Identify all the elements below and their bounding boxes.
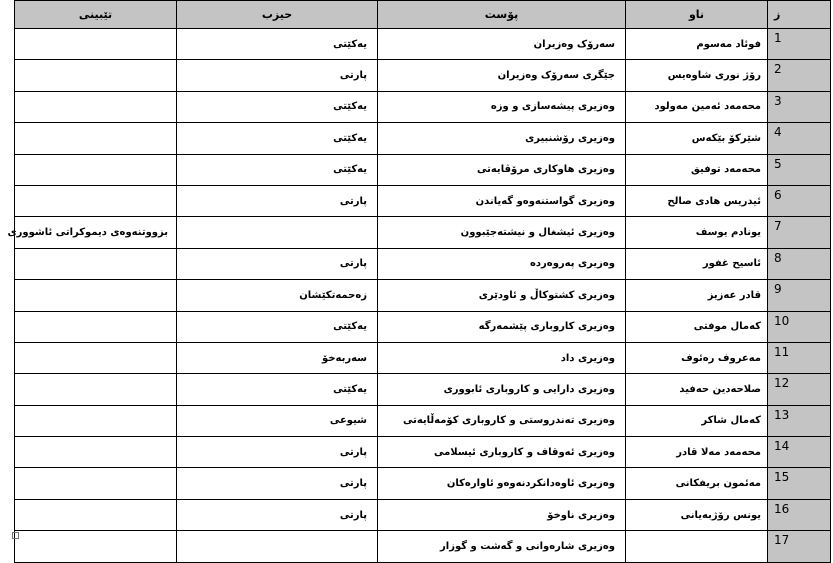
row-post: وەزیری ناوخۆ [378, 499, 626, 530]
row-number: 14 [768, 437, 831, 468]
row-party: سەربەخۆ [177, 342, 378, 373]
table-row [15, 499, 831, 530]
table-row [15, 280, 831, 311]
row-name: قادر عەزیز [626, 280, 768, 311]
row-party: یەکێتی [177, 123, 378, 154]
table-row [15, 91, 831, 122]
table-row [15, 405, 831, 436]
row-post: وەزیری گواستنەوەو گەیاندن [378, 185, 626, 216]
row-post: وەزیری ئەوقاف و کاروباری ئیسلامی [378, 437, 626, 468]
ministers-table [7, 0, 831, 563]
row-party: پارتی [177, 185, 378, 216]
row-post: وەزیری کشتوکاڵ و ئاودێری [378, 280, 626, 311]
row-number: 17 [768, 531, 831, 562]
row-name: محەمەد مەلا قادر [626, 437, 768, 468]
row-note [15, 311, 177, 342]
row-note [15, 499, 177, 530]
row-note [15, 123, 177, 154]
row-note [15, 280, 177, 311]
row-note [15, 531, 177, 562]
row-name: رۆژ نوری شاوەیس [626, 60, 768, 91]
row-name: محەمەد توفیق [626, 154, 768, 185]
row-post: سەرۆک وەزیران [378, 29, 626, 60]
row-post: وەزیری شارەوانی و گەشت و گوزار [378, 531, 626, 562]
table-row [15, 311, 831, 342]
row-note [15, 248, 177, 279]
table-body [7, 29, 831, 563]
header-row [15, 1, 831, 29]
row-number: 4 [768, 123, 831, 154]
row-number: 2 [768, 60, 831, 91]
row-post: وەزیری ئاوەدانکردنەوەو ئاوارەکان [378, 468, 626, 499]
row-number: 3 [768, 91, 831, 122]
row-name: یونادم یوسف [626, 217, 768, 248]
row-note [15, 468, 177, 499]
table-row [15, 437, 831, 468]
table-row [15, 531, 831, 562]
row-post: وەزیری کاروباری پێشمەرگە [378, 311, 626, 342]
row-name: ئیدریس هادی صالح [626, 185, 768, 216]
row-name: یونس رۆژبەیانی [626, 499, 768, 530]
row-note [15, 374, 177, 405]
header-post: پۆست [378, 1, 626, 29]
row-post: جێگری سەرۆک وەزیران [378, 60, 626, 91]
row-post: وەزیری تەندروستی و کاروباری کۆمەڵایەتی [378, 405, 626, 436]
row-party [177, 531, 378, 562]
row-number: 12 [768, 374, 831, 405]
row-name: کەمال شاکر [626, 405, 768, 436]
row-number: 13 [768, 405, 831, 436]
table-row [15, 374, 831, 405]
row-number: 9 [768, 280, 831, 311]
row-note [15, 60, 177, 91]
row-party: پارتی [177, 437, 378, 468]
row-post: وەزیری دارایی و کاروباری ئابووری [378, 374, 626, 405]
row-number: 6 [768, 185, 831, 216]
row-note [15, 405, 177, 436]
table-row [15, 248, 831, 279]
row-name: فوئاد مەسوم [626, 29, 768, 60]
row-party: یەکێتی [177, 154, 378, 185]
row-note [15, 154, 177, 185]
row-party: یەکێتی [177, 311, 378, 342]
row-number: 8 [768, 248, 831, 279]
row-post: وەزیری رۆشنبیری [378, 123, 626, 154]
row-party: یەکێتی [177, 29, 378, 60]
table-row [15, 29, 831, 60]
row-number: 1 [768, 29, 831, 60]
row-name: صلاحەدین حەفید [626, 374, 768, 405]
row-party: یەکێتی [177, 374, 378, 405]
row-note [15, 29, 177, 60]
row-post: وەزیری پەروەردە [378, 248, 626, 279]
row-party [177, 217, 378, 248]
header-party: حیزب [177, 1, 378, 29]
row-number: 11 [768, 342, 831, 373]
row-post: وەزیری هاوکاری مرۆڤایەتی [378, 154, 626, 185]
row-name: مەئمون بریفکانی [626, 468, 768, 499]
row-party: زەحمەتکێشان [177, 280, 378, 311]
row-note [15, 185, 177, 216]
row-number: 15 [768, 468, 831, 499]
table-row [15, 185, 831, 216]
header-number: ز [768, 1, 831, 29]
table-end-marker [12, 532, 19, 539]
row-post: وەزیری داد [378, 342, 626, 373]
table-row [15, 468, 831, 499]
table-row [15, 342, 831, 373]
row-name: شێرکۆ بێکەس [626, 123, 768, 154]
row-name [626, 531, 768, 562]
row-party: پارتی [177, 248, 378, 279]
row-party: پارتی [177, 468, 378, 499]
row-post: وەزیری پیشەسازی و وزە [378, 91, 626, 122]
row-note [15, 91, 177, 122]
header-name: ناو [626, 1, 768, 29]
row-party: پارتی [177, 499, 378, 530]
row-name: مەعروف رەئوف [626, 342, 768, 373]
row-name: ئاسیح غفور [626, 248, 768, 279]
row-party: پارتی [177, 60, 378, 91]
row-note: بزووتنەوەی دیموکراتی ئاشووری [15, 217, 177, 248]
row-number: 16 [768, 499, 831, 530]
row-number: 10 [768, 311, 831, 342]
row-number: 7 [768, 217, 831, 248]
table-row [15, 154, 831, 185]
header-note: تێبینی [15, 1, 177, 29]
row-name: محەمەد ئەمین مەولود [626, 91, 768, 122]
row-note [15, 437, 177, 468]
row-name: کەمال موفتی [626, 311, 768, 342]
row-party: شیوعی [177, 405, 378, 436]
table-row [15, 217, 831, 248]
row-note [15, 342, 177, 373]
table-row [15, 123, 831, 154]
row-party: یەکێتی [177, 91, 378, 122]
row-post: وەزیری ئیشغال و نیشتەجێبوون [378, 217, 626, 248]
table-row [15, 60, 831, 91]
row-number: 5 [768, 154, 831, 185]
